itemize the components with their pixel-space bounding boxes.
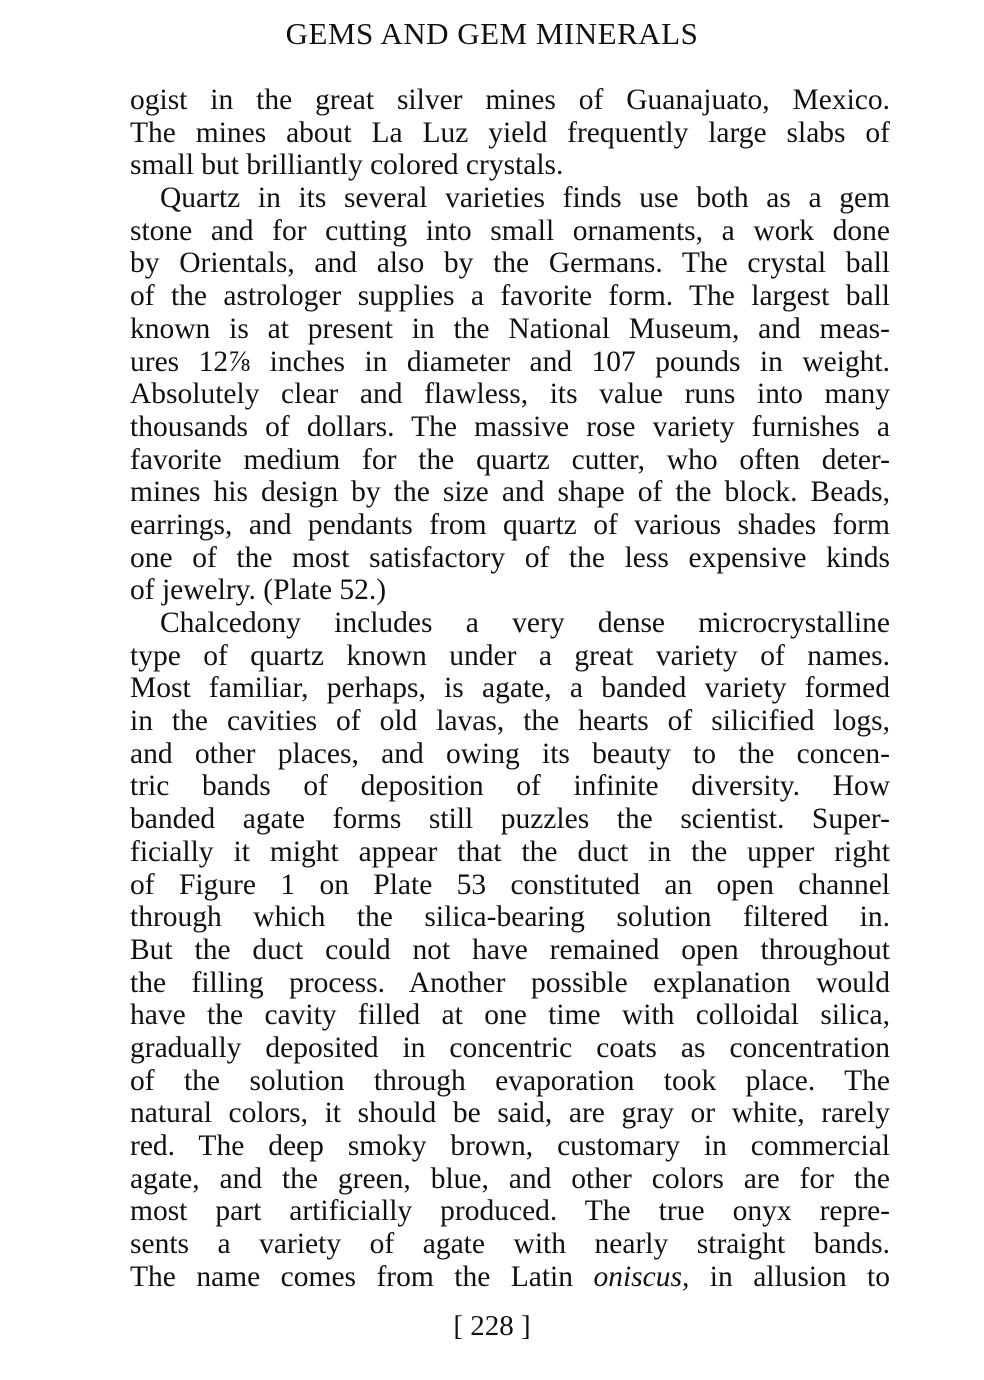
text-line: tric bands of deposition of infinite diversity. How	[130, 770, 890, 803]
text-line: the filling process. Another possible explanation would	[130, 966, 890, 999]
latin-term: oniscus,	[593, 1260, 690, 1293]
text-line: banded agate forms still puzzles the scientist. Super-	[130, 803, 890, 836]
text-line: sents a variety of agate with nearly straight bands.	[130, 1228, 890, 1261]
text-line-final	[130, 1261, 890, 1294]
text-line: one of the most satisfactory of the less expensive kinds	[130, 541, 890, 574]
text-line: Quartz in its several varieties finds use both as a gem	[160, 182, 890, 215]
text-run: The name comes from the Latin	[130, 1260, 594, 1293]
text-line: Chalcedony includes a very dense microcrystalline	[160, 607, 890, 639]
text-line: most part artificially produced. The true onyx repre-	[130, 1195, 890, 1228]
text-line: by Orientals, and also by the Germans. The crystal ball	[130, 247, 890, 280]
text-line: earrings, and pendants from quartz of various shades form	[130, 508, 890, 541]
text-line: ures 12⅞ inches in diameter and 107 pounds in weight.	[130, 345, 890, 378]
text-line: of Figure 1 on Plate 53 constituted an open channel	[130, 868, 890, 901]
text-line: mines his design by the size and shape of the block. Beads,	[130, 476, 890, 509]
text-line: in the cavities of old lavas, the hearts of silicified logs,	[130, 705, 890, 738]
text-line: gradually deposited in concentric coats as concentration	[130, 1031, 890, 1064]
text-line: ogist in the great silver mines of Guanajuato, Mexico.	[130, 84, 890, 116]
text-line: thousands of dollars. The massive rose variety furnishes a	[130, 410, 890, 443]
paragraph-2	[130, 182, 890, 607]
text-line: of the astrologer supplies a favorite form. The largest ball	[130, 280, 890, 313]
text-line: of the solution through evaporation took place. The	[130, 1064, 890, 1097]
text-line: ficially it might appear that the duct in the upper right	[130, 835, 890, 868]
paragraph-3	[130, 607, 890, 1293]
text-line: type of quartz known under a great variety of names.	[130, 639, 890, 672]
text-line: stone and for cutting into small ornaments, a work done	[130, 214, 890, 247]
text-line: The mines about La Luz yield frequently large slabs of	[130, 116, 890, 149]
text-line: known is at present in the National Museum, and meas-	[130, 312, 890, 345]
text-line: natural colors, it should be said, are gray or white, rarely	[130, 1097, 890, 1130]
text-run: in allusion to	[689, 1260, 891, 1293]
text-line: favorite medium for the quartz cutter, who often deter-	[130, 443, 890, 476]
text-line: red. The deep smoky brown, customary in commercial	[130, 1130, 890, 1162]
running-head: GEMS AND GEM MINERALS	[285, 16, 699, 51]
text-line: through which the silica-bearing solution filtered in.	[130, 901, 890, 934]
text-line: Absolutely clear and flawless, its value runs into many	[130, 378, 890, 411]
text-line: agate, and the green, blue, and other colors are for the	[130, 1162, 890, 1195]
text-line: have the cavity filled at one time with colloidal silica,	[130, 999, 890, 1032]
text-line: Most familiar, perhaps, is agate, a banded variety formed	[130, 672, 890, 705]
body-text	[130, 84, 890, 1293]
page-number: [ 228 ]	[453, 1310, 531, 1342]
text-line: But the duct could not have remained open throughout	[130, 933, 890, 966]
text-line: small but brilliantly colored crystals.	[130, 149, 564, 182]
text-line: and other places, and owing its beauty to the concen-	[130, 737, 890, 770]
text-line: of jewelry. (Plate 52.)	[130, 574, 387, 607]
paragraph-1	[130, 84, 890, 182]
